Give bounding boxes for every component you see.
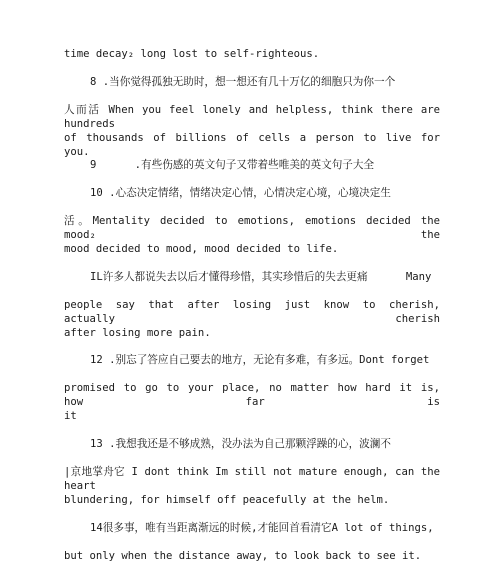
text-line: blundering, for himself off peacefully at the helm. [64, 494, 390, 506]
text-line: but only when the distance away, to look back to see it. [64, 550, 422, 562]
text-line: IL许多人都说失去以后才懂得珍惜，其实珍惜后的失去更痛 Many [90, 271, 432, 283]
text-line: 人而活 When you feel lonely and helpless, think there are hundreds [64, 104, 440, 130]
text-line: mood decided to mood, mood decided to life. [64, 243, 339, 255]
text-line: 8 .当你觉得孤独无助时，想一想还有几十万亿的细胞只为你一个 [90, 76, 396, 88]
text-line: people say that after losing just know to cherish, actually cherish [64, 299, 440, 325]
text-line: 14很多事，唯有当距离渐远的时候,才能回首看清它A lot of things, [90, 522, 434, 534]
text-line: 10 .心态决定情绪，情绪决定心情，心情决定心境，心境决定生 [90, 187, 391, 199]
text-line: promised to go to your place, no matter how hard it is, how far is [64, 382, 440, 408]
text-line: 13 .我想我还是不够成熟，没办法为自己那颗浮躁的心，波澜不 [90, 438, 391, 450]
text-line: it [64, 410, 77, 422]
text-line: 12 .别忘了答应自己要去的地方，无论有多难，有多远。Dont forget [90, 354, 430, 366]
text-line: of thousands of billions of cells a person to live for you. [64, 132, 440, 158]
text-line: after losing more pain. [64, 327, 211, 339]
text-line: 9 .有些伤感的英文句子又带着些唯美的英文句子大全 [90, 159, 375, 171]
text-line: 活。Mentality decided to emotions, emotions decided the mood₂ the [64, 215, 440, 241]
text-line: |京地掌舟它 I dont think Im still not mature enough, can the heart [64, 466, 440, 492]
text-line: time decay₂ long lost to self-righteous. [64, 48, 320, 60]
